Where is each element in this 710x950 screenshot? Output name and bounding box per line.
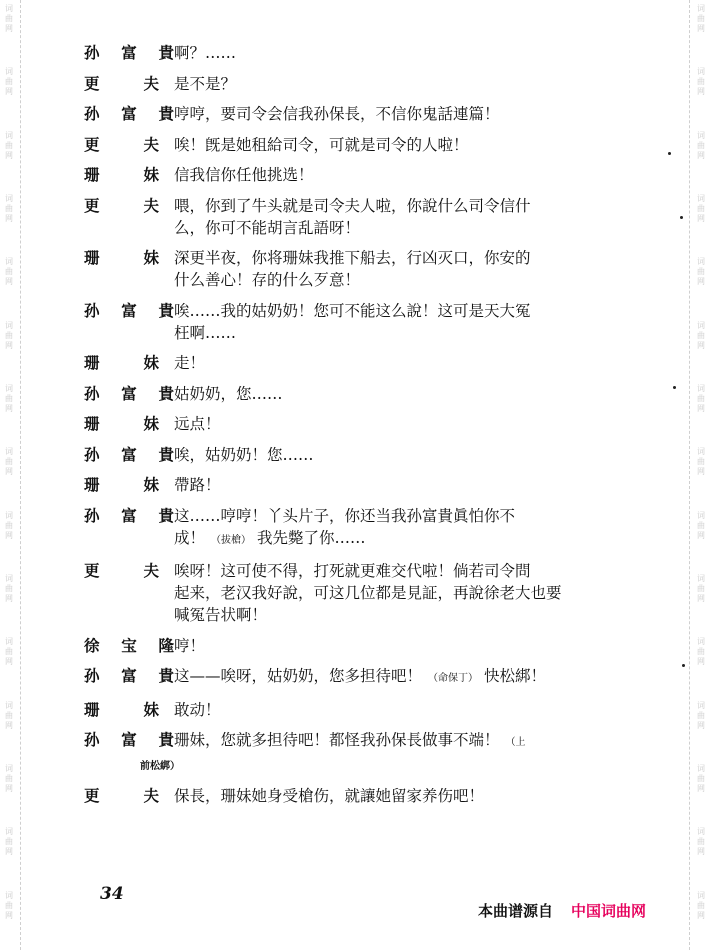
speech-text <box>174 164 604 186</box>
speaker-char: 貴 <box>158 666 174 685</box>
speaker-char: 更 <box>84 785 100 805</box>
speech-line: 姑奶奶，您…… <box>174 384 283 403</box>
watermark-char: 词 <box>697 763 705 773</box>
watermark-char: 词 <box>697 130 705 140</box>
speaker-char: 貴 <box>158 444 174 464</box>
speaker-char: 妹 <box>143 475 160 494</box>
ink-speck <box>682 664 685 667</box>
watermark-char: 网 <box>5 24 13 33</box>
watermark-char: 曲 <box>697 583 705 593</box>
speaker-name <box>84 300 174 322</box>
dialogue-line <box>84 785 604 807</box>
watermark-char: 词 <box>5 193 13 203</box>
watermark-char: 曲 <box>5 520 13 530</box>
speech-text <box>174 505 604 552</box>
ink-speck <box>668 152 671 155</box>
speaker-name <box>84 383 174 405</box>
speaker-char: 珊 <box>84 475 100 494</box>
watermark-block <box>697 633 705 696</box>
watermark-char: 网 <box>697 150 705 160</box>
speaker-name <box>84 134 174 156</box>
dialogue-line <box>84 73 604 95</box>
speaker-char: 宝 <box>121 635 137 655</box>
watermark-char: 曲 <box>697 77 705 87</box>
watermark-char: 网 <box>697 340 705 350</box>
speaker-char: 更 <box>84 73 100 93</box>
watermark-block <box>5 190 13 253</box>
speaker-char: 珊 <box>84 248 100 267</box>
watermark-block <box>5 823 13 886</box>
source-label: 本曲谱源自 <box>478 902 554 920</box>
watermark-char: 网 <box>697 657 705 667</box>
watermark-char: 曲 <box>5 77 13 87</box>
watermark-char: 词 <box>5 510 13 520</box>
stage-direction: （上 <box>505 737 526 748</box>
stage-direction: （命保丁） <box>428 673 479 684</box>
source-attribution <box>478 900 646 921</box>
speaker-name <box>84 665 174 687</box>
watermark-char: 词 <box>5 67 13 77</box>
speech-text <box>174 195 604 239</box>
speech-text <box>174 729 604 754</box>
speaker-char: 珊 <box>84 699 100 719</box>
speaker-name <box>84 635 174 657</box>
watermark-char: 网 <box>5 213 13 223</box>
speaker-char: 貴 <box>158 43 174 62</box>
speech-text <box>174 352 604 374</box>
watermark-char: 词 <box>697 447 705 457</box>
watermark-char: 网 <box>5 720 13 730</box>
speaker-char: 孙 <box>84 505 100 525</box>
watermark-char: 曲 <box>697 140 705 150</box>
dialogue-line <box>84 635 604 657</box>
dialogue-line <box>84 103 604 125</box>
speaker-name <box>84 164 174 186</box>
dialogue-line <box>84 247 604 291</box>
speaker-char: 妹 <box>143 414 160 433</box>
speaker-char: 富 <box>121 104 137 123</box>
speaker-char: 珊 <box>84 165 100 184</box>
speaker-name <box>84 103 174 125</box>
speaker-char: 徐 <box>84 635 100 655</box>
watermark-char: 网 <box>5 277 13 287</box>
speaker-char: 妹 <box>143 248 160 267</box>
speaker-name <box>84 413 174 435</box>
left-margin-rule <box>20 0 21 950</box>
watermark-char: 曲 <box>5 14 13 23</box>
speech-line: 枉啊…… <box>174 323 237 342</box>
watermark-block <box>5 127 13 190</box>
watermark-char: 曲 <box>697 710 705 720</box>
watermark-char: 网 <box>697 847 705 857</box>
watermark-char: 词 <box>697 383 705 393</box>
speaker-name <box>84 699 174 721</box>
watermark-char: 词 <box>5 383 13 393</box>
watermark-char: 网 <box>697 277 705 287</box>
speaker-char: 孙 <box>84 300 100 320</box>
watermark-char: 词 <box>5 4 13 13</box>
speaker-name <box>84 785 174 807</box>
watermark-block <box>5 633 13 696</box>
dialogue-line <box>84 505 604 552</box>
watermark-char: 网 <box>697 24 705 33</box>
watermark-char: 网 <box>697 593 705 603</box>
speech-text <box>174 247 604 291</box>
watermark-block <box>697 760 705 823</box>
watermark-block <box>697 190 705 253</box>
watermark-block <box>5 760 13 823</box>
speaker-char: 孙 <box>84 730 100 749</box>
speaker-char: 隆 <box>158 635 174 655</box>
speech-line: 唉！旣是她租給司令，可就是司令的人啦！ <box>174 135 469 154</box>
watermark-block <box>697 253 705 316</box>
speech-line: 哼！ <box>174 636 206 655</box>
watermark-char: 网 <box>5 657 13 667</box>
speech-text <box>174 785 604 807</box>
speaker-char: 貴 <box>158 300 174 320</box>
speech-line: 喂，你到了牛头就是司令夫人啦，你說什么司令信什 <box>174 196 531 215</box>
watermark-block <box>5 63 13 126</box>
watermark-char: 词 <box>697 700 705 710</box>
dialogue-line <box>84 134 604 156</box>
watermark-char: 网 <box>697 783 705 793</box>
watermark-char: 曲 <box>5 773 13 783</box>
speaker-char: 珊 <box>84 353 100 372</box>
speaker-char: 妹 <box>143 165 160 184</box>
watermark-char: 网 <box>697 403 705 413</box>
speaker-name <box>84 505 174 527</box>
watermark-char: 曲 <box>697 267 705 277</box>
dialogue-line <box>84 699 604 721</box>
speaker-char: 貴 <box>158 383 174 403</box>
watermark-char: 词 <box>5 637 13 647</box>
watermark-char: 词 <box>5 447 13 457</box>
speech-line: 喊冤告状啊！ <box>174 606 268 624</box>
watermark-char: 网 <box>5 847 13 857</box>
watermark-char: 词 <box>697 510 705 520</box>
watermark-char: 词 <box>697 573 705 583</box>
watermark-char: 曲 <box>5 330 13 340</box>
speech-line: 起来，老汉我好說，可这几位都是見証，再說徐老大也要 <box>174 584 562 602</box>
speaker-char: 孙 <box>84 383 100 403</box>
speech-text <box>174 383 604 405</box>
watermark-char: 曲 <box>5 710 13 720</box>
speech-text <box>174 42 604 64</box>
speech-text <box>174 560 604 626</box>
watermark-char: 曲 <box>5 583 13 593</box>
watermark-char: 词 <box>697 4 705 13</box>
watermark-char: 曲 <box>5 140 13 150</box>
watermark-char: 曲 <box>697 330 705 340</box>
watermark-char: 词 <box>697 67 705 77</box>
speech-line: 珊妹，您就多担待吧！都怪我孙保長做事不端！ （上 <box>174 731 526 749</box>
dialogue-line <box>84 42 604 64</box>
watermark-char: 词 <box>5 890 13 900</box>
watermark-block <box>5 887 13 950</box>
speaker-name <box>84 247 174 269</box>
watermark-char: 曲 <box>697 647 705 657</box>
watermark-char: 曲 <box>697 457 705 467</box>
speaker-name <box>84 352 174 374</box>
speech-line: 这……哼哼！丫头片子，你还当我孙富貴眞怕你不 <box>174 506 516 525</box>
watermark-char: 网 <box>5 910 13 920</box>
speech-after-direction: 快松綁！ <box>484 667 547 685</box>
dialogue-line <box>84 195 604 239</box>
speaker-name <box>84 42 174 64</box>
watermark-char: 词 <box>5 257 13 267</box>
speaker-char: 夫 <box>143 561 160 580</box>
speaker-name <box>84 560 174 582</box>
speech-line: 是不是？ <box>174 74 237 93</box>
speaker-char: 貴 <box>158 730 174 749</box>
speech-text <box>174 699 604 721</box>
watermark-char: 网 <box>5 530 13 540</box>
speech-text <box>174 444 604 466</box>
speech-line: 这——唉呀，姑奶奶，您多担待吧！ （命保丁） 快松綁！ <box>174 667 547 685</box>
speech-text <box>174 300 604 344</box>
speaker-name <box>84 474 174 496</box>
watermark-char: 词 <box>5 130 13 140</box>
watermark-char: 曲 <box>697 773 705 783</box>
watermark-block <box>697 697 705 760</box>
ink-speck <box>680 216 683 219</box>
watermark-char: 曲 <box>697 900 705 910</box>
speech-line: 啊？…… <box>174 44 237 62</box>
watermark-char: 曲 <box>5 267 13 277</box>
speech-line: 成！ （拔槍） 我先斃了你…… <box>174 528 366 547</box>
watermark-char: 网 <box>5 593 13 603</box>
speaker-char: 孙 <box>84 43 100 62</box>
watermark-char: 网 <box>697 87 705 97</box>
speaker-char: 富 <box>121 666 137 685</box>
stage-direction-continued: 前松綁） <box>140 760 180 772</box>
watermark-char: 词 <box>697 827 705 837</box>
speaker-char: 孙 <box>84 444 100 464</box>
speaker-char: 珊 <box>84 414 100 433</box>
watermark-char: 词 <box>5 763 13 773</box>
speaker-char: 更 <box>84 195 100 215</box>
dialogue-line <box>84 164 604 186</box>
dialogue-line <box>84 474 604 496</box>
speech-line: 保長，珊妹她身受槍伤，就讓她留家养伤吧！ <box>174 786 485 805</box>
watermark-char: 网 <box>5 87 13 97</box>
speaker-char: 富 <box>121 505 137 525</box>
watermark-block <box>5 697 13 760</box>
ink-speck <box>673 386 676 389</box>
watermark-char: 网 <box>5 467 13 477</box>
watermark-char: 曲 <box>5 457 13 467</box>
speech-line: 唉，姑奶奶！您…… <box>174 445 314 464</box>
dialogue-line <box>84 560 604 626</box>
script-body <box>84 42 604 815</box>
watermark-char: 词 <box>697 193 705 203</box>
watermark-char: 曲 <box>697 837 705 847</box>
watermark-char: 曲 <box>5 647 13 657</box>
watermark-block <box>697 380 705 443</box>
stage-direction: （拔槍） <box>211 534 252 546</box>
speech-line: 敢动！ <box>174 700 221 719</box>
watermark-char: 网 <box>5 783 13 793</box>
watermark-char: 网 <box>5 403 13 413</box>
watermark-block <box>697 823 705 886</box>
speech-text <box>174 134 604 156</box>
dialogue-line <box>84 444 604 466</box>
speaker-name <box>84 195 174 217</box>
speech-line: 信我信你任他挑选！ <box>174 166 314 184</box>
watermark-block <box>697 317 705 380</box>
watermark-char: 词 <box>697 637 705 647</box>
watermark-block <box>697 127 705 190</box>
speaker-char: 孙 <box>84 666 100 685</box>
watermark-block <box>697 63 705 126</box>
source-brand-link[interactable]: 中国词曲网 <box>571 902 647 920</box>
watermark-char: 网 <box>5 150 13 160</box>
watermark-char: 网 <box>697 213 705 223</box>
dialogue-line <box>84 352 604 374</box>
watermark-char: 网 <box>697 467 705 477</box>
speech-text <box>174 474 604 496</box>
speaker-char: 夫 <box>143 785 160 805</box>
speaker-char: 富 <box>121 43 137 62</box>
watermark-char: 曲 <box>5 203 13 213</box>
speech-line: 深更半夜，你将珊妹我推下船去，行凶灭口，你安的 <box>174 249 531 267</box>
right-margin-rule <box>689 0 690 950</box>
speech-line: 哼哼，要司令会信我孙保長，不信你鬼話連篇！ <box>174 105 500 123</box>
watermark-block <box>697 570 705 633</box>
watermark-char: 曲 <box>5 837 13 847</box>
watermark-char: 曲 <box>5 393 13 403</box>
watermark-char: 词 <box>5 320 13 330</box>
speech-line: 唉呀！这可使不得，打死就更难交代啦！倘若司令問 <box>174 562 531 580</box>
speaker-char: 更 <box>84 561 100 580</box>
watermark-char: 曲 <box>697 203 705 213</box>
speech-line: 走！ <box>174 354 206 372</box>
watermark-char: 网 <box>697 910 705 920</box>
dialogue-line <box>84 665 604 690</box>
left-watermark-column <box>2 0 16 950</box>
page-number: 34 <box>100 884 124 904</box>
speech-text <box>174 73 604 95</box>
speaker-char: 夫 <box>143 73 160 93</box>
watermark-char: 网 <box>697 720 705 730</box>
speech-text <box>174 665 604 690</box>
watermark-char: 曲 <box>697 520 705 530</box>
speaker-char: 妹 <box>143 353 160 372</box>
speech-text <box>174 635 604 657</box>
watermark-block <box>697 887 705 950</box>
speaker-char: 貴 <box>158 505 174 525</box>
dialogue-line <box>84 383 604 405</box>
speech-line: 远点！ <box>174 415 221 433</box>
dialogue-line <box>84 300 604 344</box>
dialogue-line <box>84 729 604 754</box>
speaker-char: 妹 <box>143 699 160 719</box>
speaker-char: 富 <box>121 383 137 403</box>
speech-line: 唉……我的姑奶奶！您可不能这么說！这可是天大冤 <box>174 301 531 320</box>
watermark-char: 曲 <box>5 900 13 910</box>
watermark-block <box>697 507 705 570</box>
speech-after-direction: 我先斃了你…… <box>257 528 366 547</box>
speaker-char: 夫 <box>143 195 160 215</box>
watermark-char: 词 <box>697 257 705 267</box>
dialogue-line <box>84 413 604 435</box>
watermark-block <box>5 570 13 633</box>
watermark-block <box>5 380 13 443</box>
watermark-block <box>5 507 13 570</box>
watermark-block <box>5 317 13 380</box>
watermark-block <box>697 443 705 506</box>
right-watermark-column <box>694 0 708 950</box>
speaker-char: 夫 <box>143 134 160 154</box>
speaker-name <box>84 444 174 466</box>
speech-line: 帶路！ <box>174 476 221 494</box>
speech-line: 什么善心！存的什么歹意！ <box>174 271 361 289</box>
watermark-char: 曲 <box>697 393 705 403</box>
watermark-block <box>5 253 13 316</box>
speech-line: 么，你可不能胡言乱語呀！ <box>174 218 361 237</box>
watermark-block <box>697 0 705 63</box>
speaker-name <box>84 73 174 95</box>
watermark-char: 词 <box>697 890 705 900</box>
speaker-char: 更 <box>84 134 100 154</box>
watermark-char: 词 <box>5 573 13 583</box>
watermark-block <box>5 443 13 506</box>
speaker-name <box>84 729 174 751</box>
watermark-char: 曲 <box>697 14 705 23</box>
watermark-char: 网 <box>5 340 13 350</box>
speaker-char: 富 <box>121 730 137 749</box>
watermark-char: 词 <box>697 320 705 330</box>
speech-text <box>174 103 604 125</box>
speaker-char: 貴 <box>158 104 174 123</box>
watermark-char: 词 <box>5 700 13 710</box>
speaker-char: 富 <box>121 300 137 320</box>
speaker-char: 富 <box>121 444 137 464</box>
speech-text <box>174 413 604 435</box>
watermark-char: 词 <box>5 827 13 837</box>
speaker-char: 孙 <box>84 104 100 123</box>
watermark-char: 网 <box>697 530 705 540</box>
watermark-block <box>5 0 13 63</box>
